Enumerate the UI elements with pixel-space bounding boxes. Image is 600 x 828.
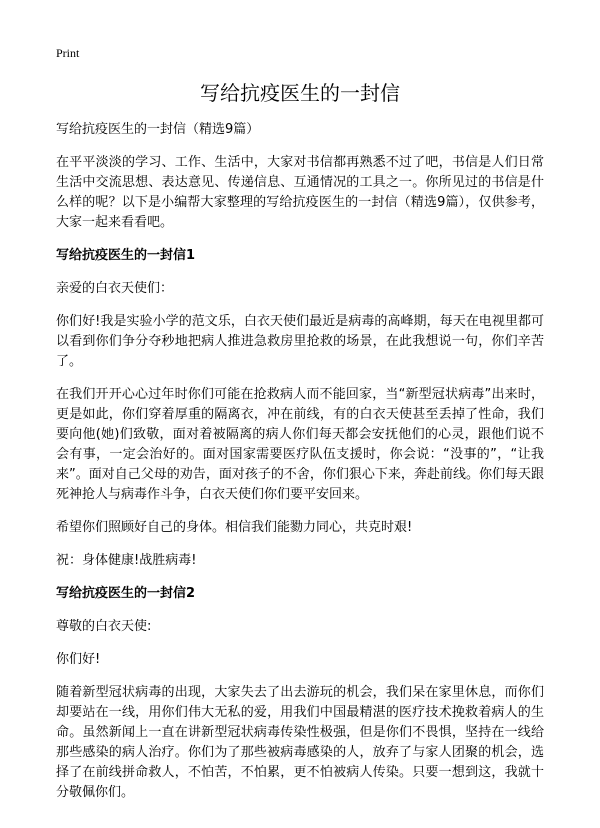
letter1-paragraph-2: 在我们开开心心过年时你们可能在抢救病人而不能回家，当“新型冠状病毒”出来时，更是如此，你们穿着厚重的隔离衣，冲在前线，有的白衣天使甚至丢掉了性命，我们要向他(她)们致敬，面对着被隔离的病人你们每天都会安抚他们的心灵，跟他们说不会有事，一定会治好的。面对国家需要医疗队伍支援时，你会说：“没事的”，“让我来”。面对自己父母的劝告，面对孩子的不舍，你们狠心下来，奔赴前线。你们每天跟死神抢人与病毒作斗争，白衣天使们你们要平安回来。	[56, 387, 544, 502]
document-subtitle: 写给抗疫医生的一封信（精选9篇）	[56, 122, 260, 137]
letter1-closing: 祝：身体健康!战胜病毒!	[56, 553, 197, 568]
letter2-paragraph-1: 随着新型冠状病毒的出现，大家失去了出去游玩的机会，我们呆在家里休息，而你们却要站在一线，用你们伟大无私的爱，用我们中国最精湛的医疗技术挽救着病人的生命。虽然新闻上一直在讲新型冠状病毒传染性极强，但是你们不畏惧，坚持在一线给那些感染的病人治疗。你们为了那些被病毒感染的人，放弃了与家人团聚的机会，选择了在前线拼命救人，不怕苦，不怕累，更不怕被病人传染。只要一想到这，我就十分敬佩你们。	[56, 685, 544, 800]
letter1-greeting: 亲爱的白衣天使们：	[56, 281, 174, 296]
page-title: 写给抗疫医生的一封信	[200, 81, 400, 105]
letter1-paragraph-1: 你们好!我是实验小学的范文乐，白衣天使们最近是病毒的高峰期，每天在电视里都可以看到你们争分夺秒地把病人推进急救房里抢救的场景，在此我想说一句，你们辛苦了。	[56, 314, 544, 369]
letter2-greeting: 尊敬的白衣天使:	[56, 619, 152, 634]
letter1-paragraph-3: 希望你们照顾好自己的身体。相信我们能勠力同心，共克时艰!	[56, 520, 413, 535]
letter2-hello: 你们好!	[56, 652, 101, 667]
document-body	[56, 120, 544, 816]
letter1-heading: 写给抗疫医生的一封信1	[56, 248, 196, 263]
intro-paragraph: 在平平淡淡的学习、工作、生活中，大家对书信都再熟悉不过了吧，书信是人们日常生活中交流思想、表达意见、传递信息、互通情况的工具之一。你所见过的书信是什么样的呢？以下是小编帮大家整理的写给抗疫医生的一封信（精选9篇），仅供参考，大家一起来看看吧。	[56, 155, 544, 230]
letter2-heading: 写给抗疫医生的一封信2	[56, 586, 196, 601]
print-link[interactable]: Print	[56, 46, 80, 60]
